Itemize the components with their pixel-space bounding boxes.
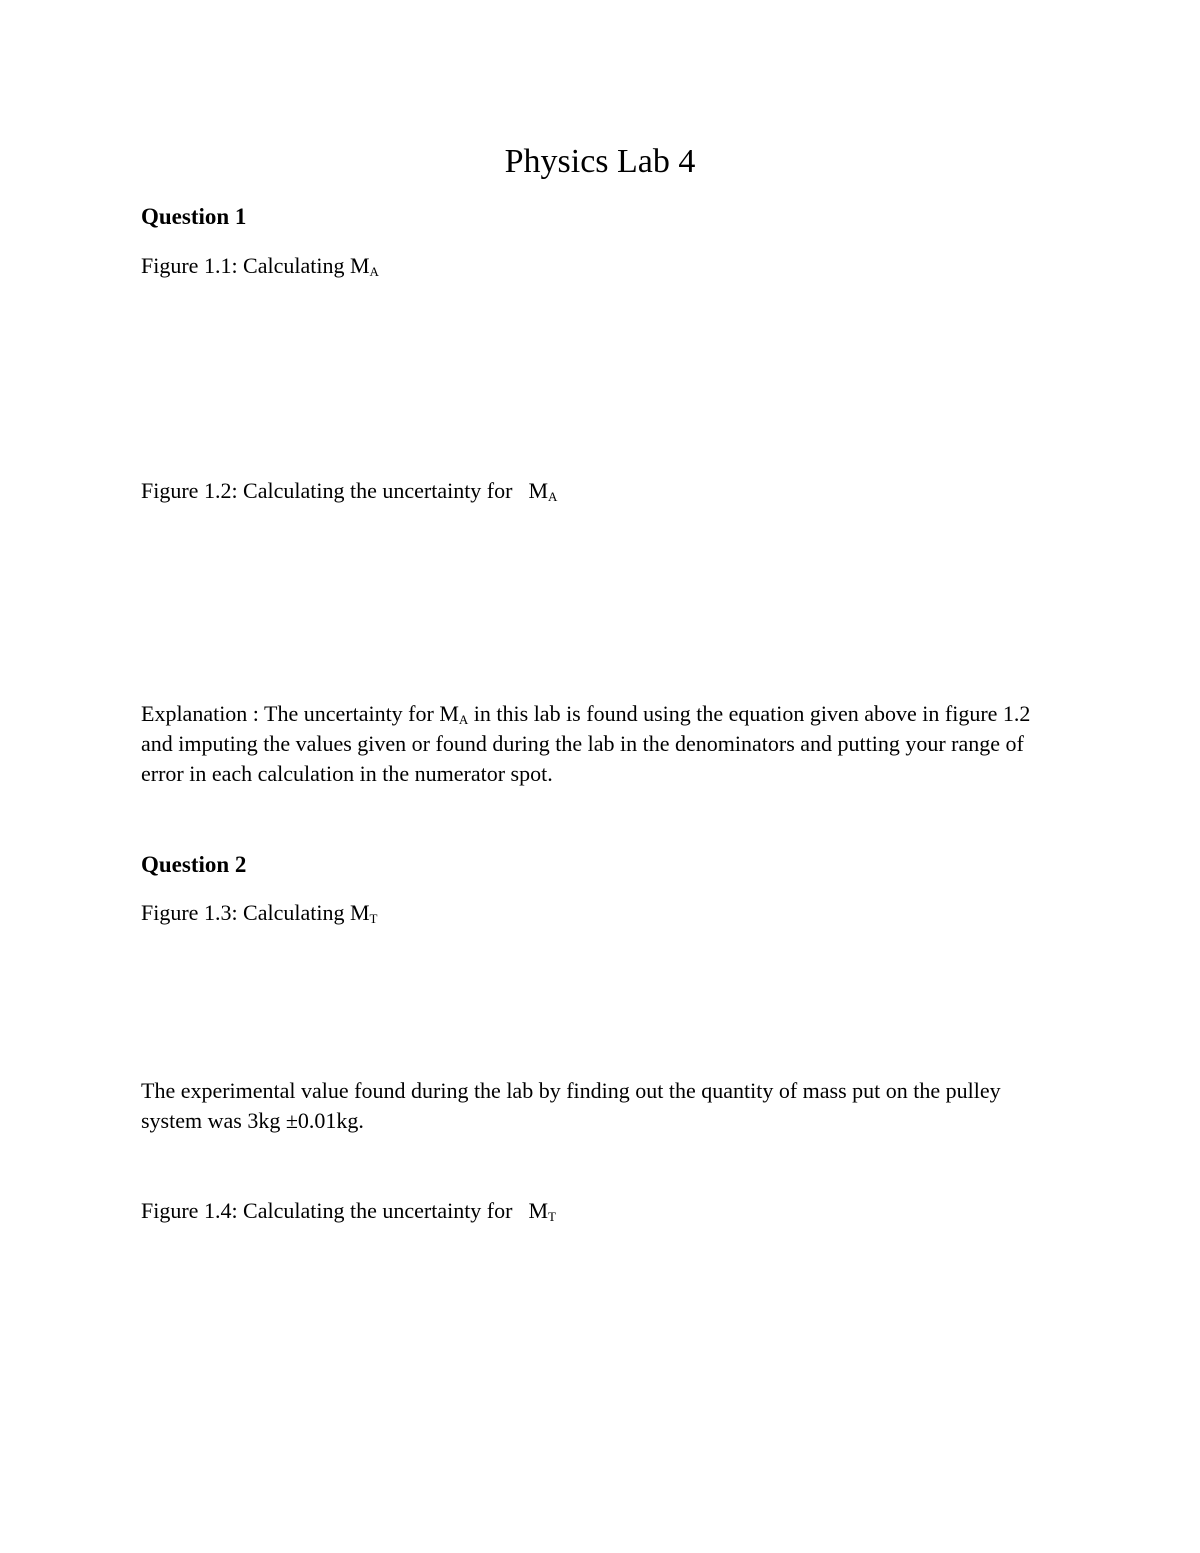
explanation-text-start: Explanation : The uncertainty for M — [141, 701, 459, 726]
explanation-subscript: A — [458, 712, 469, 727]
explanation-paragraph — [141, 699, 1066, 789]
figure-1-4-label: Figure 1.4: Calculating the uncertainty for — [141, 1198, 513, 1223]
figure-1-3-label: Figure 1.3: Calculating M — [141, 900, 370, 925]
figure-1-2-symbol: M — [528, 478, 549, 503]
page-title: Physics Lab 4 — [504, 143, 696, 180]
experimental-value-paragraph: The experimental value found during the lab by finding out the quantity of mass put on the pulley system was 3kg ±0.01kg. — [141, 1078, 1001, 1133]
figure-1-2-label: Figure 1.2: Calculating the uncertainty for — [141, 478, 513, 503]
figure-1-1-subscript: A — [369, 264, 379, 279]
figure-1-1-caption — [141, 251, 379, 281]
question-2-heading: Question 2 — [141, 852, 247, 877]
figure-1-2-subscript: A — [548, 489, 558, 504]
figure-1-4-caption — [141, 1196, 556, 1226]
figure-1-4-subscript: T — [548, 1209, 556, 1224]
figure-1-1-label: Figure 1.1: Calculating M — [141, 253, 370, 278]
figure-1-4-symbol: M — [528, 1198, 549, 1223]
question-1-heading: Question 1 — [141, 204, 247, 229]
figure-1-3-subscript: T — [369, 911, 378, 926]
figure-1-2-caption — [141, 476, 557, 506]
figure-1-3-caption — [141, 898, 377, 928]
explanation-text-end: in this lab is found using the equation given above in figure 1.2 and imputing the values given or found during the lab in the denominators and putting your range of error in each calculation in the numerator spot. — [141, 701, 1031, 786]
